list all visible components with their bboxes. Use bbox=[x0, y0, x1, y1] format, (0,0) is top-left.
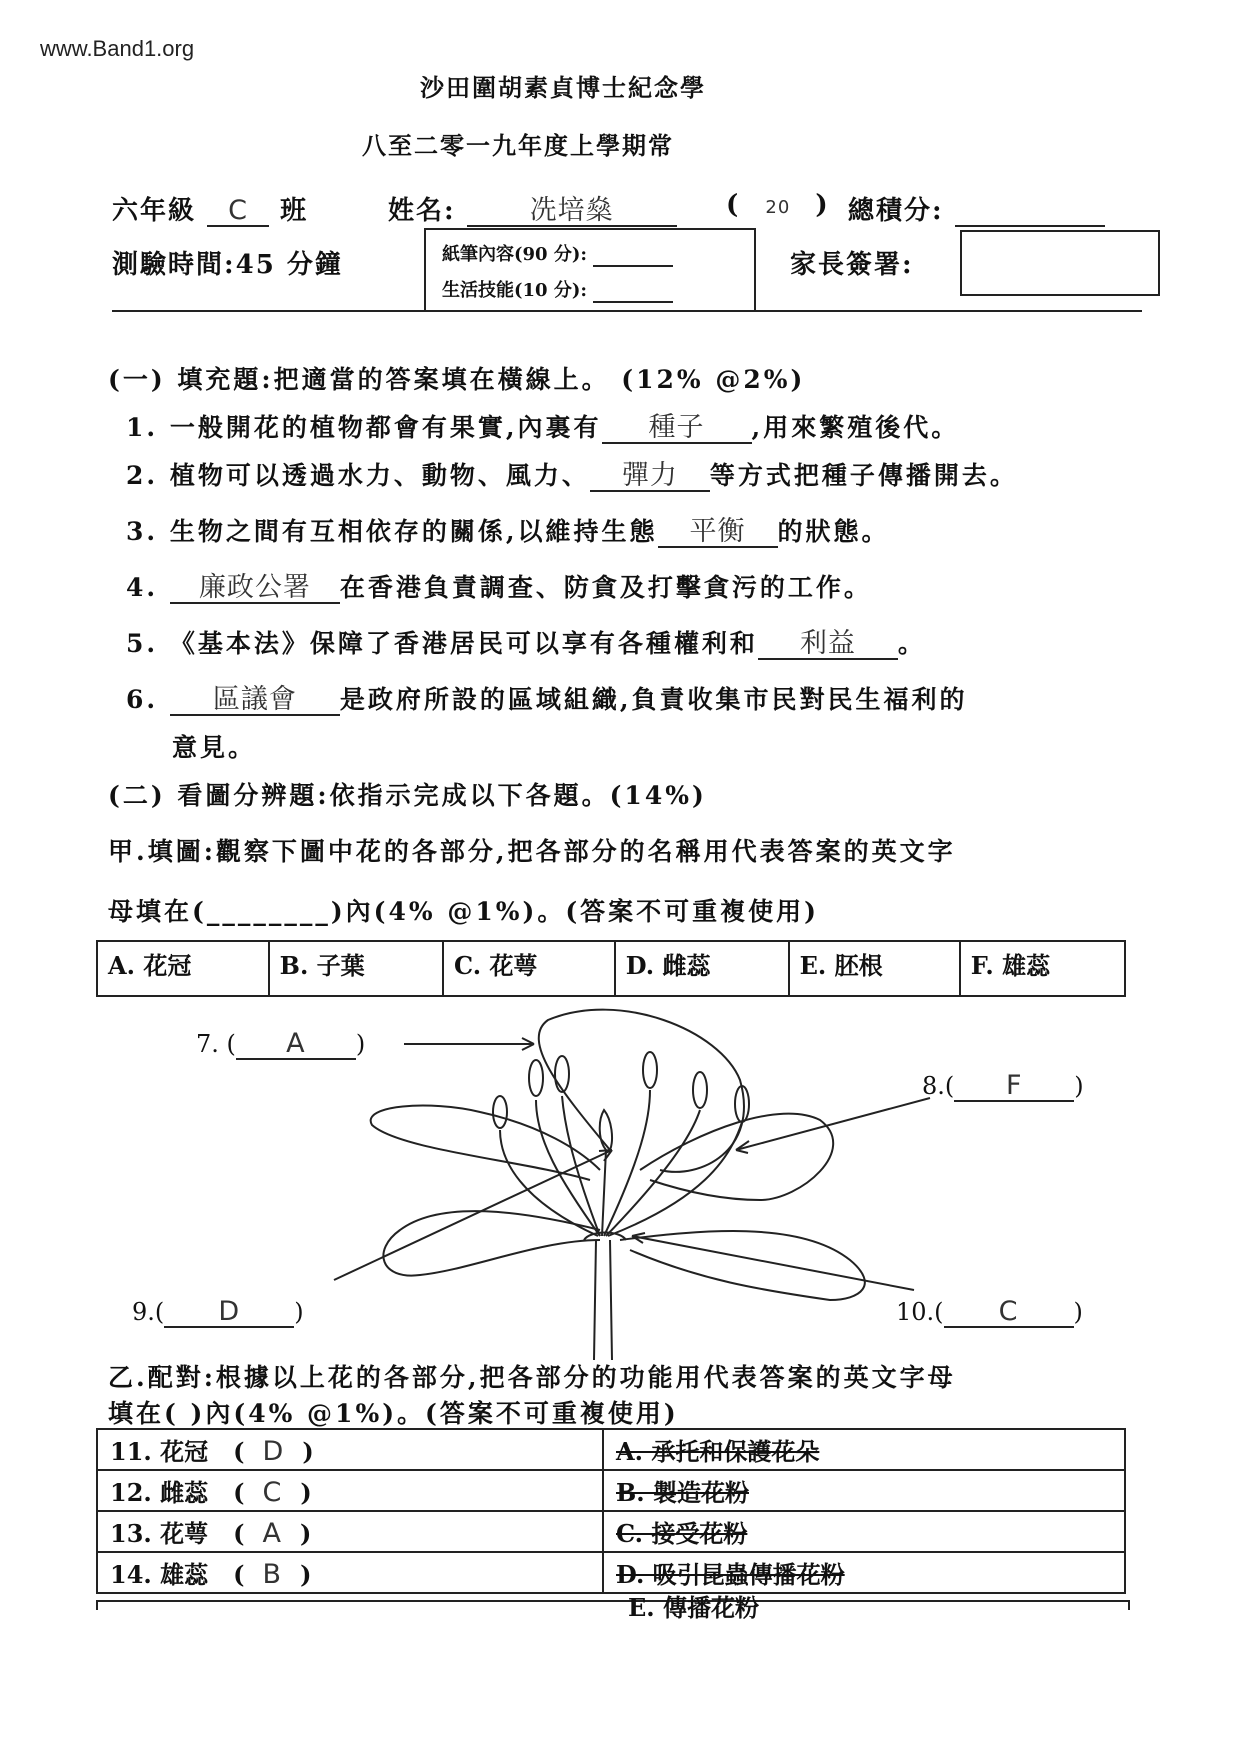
anther bbox=[555, 1056, 569, 1092]
option-c: C. 花萼 bbox=[443, 941, 615, 996]
anther bbox=[529, 1060, 543, 1096]
option-e: E. 胚根 bbox=[789, 941, 960, 996]
matching-row: 13. 花萼 ( A ) C. 接受花粉 bbox=[97, 1511, 1125, 1552]
question-5: 5. 《基本法》保障了香港居民可以享有各種權利和 利益 。 bbox=[126, 628, 926, 659]
total-score-label: 總積分: bbox=[848, 196, 944, 226]
anther bbox=[693, 1072, 707, 1108]
name-label: 姓名: bbox=[388, 196, 456, 226]
pistil bbox=[600, 1110, 612, 1236]
cut-off-option: E. 傳播花粉 bbox=[628, 1593, 760, 1622]
school-name: 沙田圍胡素貞博士紀念學 bbox=[420, 73, 706, 102]
matching-option: A. 承托和保護花朵 bbox=[616, 1437, 820, 1466]
question-2: 2. 植物可以透過水力、動物、風力、 彈力 等方式把種子傳播開去。 bbox=[126, 460, 1018, 491]
diagram-answer-10: C bbox=[944, 1298, 1074, 1328]
answer-3: 平衡 bbox=[658, 518, 778, 548]
paper-score-label: 紙筆內容(90 分): bbox=[442, 244, 587, 265]
anther bbox=[493, 1096, 507, 1128]
cut-off-row bbox=[96, 1593, 1130, 1622]
grade-label: 六年級 bbox=[112, 196, 197, 226]
option-a: A. 花冠 bbox=[97, 941, 269, 996]
parent-signature-label: 家長簽署: bbox=[790, 250, 914, 280]
source-url[interactable]: www.Band1.org bbox=[40, 36, 195, 61]
matching-answer: B bbox=[262, 1559, 283, 1590]
matching-option: D. 吸引昆蟲傳播花粉 bbox=[616, 1560, 845, 1589]
part-b-instruction-2: 填在( )內(4% @1%)。(答案不可重複使用) bbox=[108, 1399, 679, 1428]
matching-answer: A bbox=[262, 1518, 283, 1549]
part-a-instruction-1: 甲.填圖:觀察下圖中花的各部分,把各部分的名稱用代表答案的英文字 bbox=[108, 837, 956, 866]
matching-option: B. 製造花粉 bbox=[616, 1478, 749, 1507]
diagram-label-8: 8.( F ) bbox=[922, 1070, 1084, 1101]
diagram-answer-8: F bbox=[954, 1072, 1074, 1102]
diagram-label-7: 7. ( A ) bbox=[196, 1028, 366, 1059]
matching-item: 11. 花冠 bbox=[110, 1437, 209, 1466]
diagram-answer-7: A bbox=[236, 1030, 356, 1060]
option-f: F. 雄蕊 bbox=[960, 941, 1125, 996]
question-1: 1. 一般開花的植物都會有果實,內裏有 種子 ,用來繁殖後代。 bbox=[126, 412, 960, 443]
question-3: 3. 生物之間有互相依存的關係,以維持生態 平衡 的狀態。 bbox=[126, 516, 890, 547]
anther bbox=[643, 1052, 657, 1088]
section1-title: (一) 填充題:把適當的答案填在橫線上。 (12% @2%) bbox=[108, 365, 806, 394]
class-number-field: ( 20 ) bbox=[726, 190, 830, 220]
question-6-continued: 意見。 bbox=[172, 733, 257, 762]
matching-answer: C bbox=[262, 1477, 283, 1508]
class-number-value: 20 bbox=[765, 197, 791, 218]
option-d: D. 雌蕊 bbox=[615, 941, 789, 996]
matching-item: 14. 雄蕊 bbox=[110, 1560, 209, 1589]
part-a-instruction-2: 母填在(________)內(4% @1%)。(答案不可重複使用) bbox=[108, 897, 819, 926]
test-duration: 測驗時間:45 分鐘 bbox=[112, 250, 343, 280]
class-value: C bbox=[207, 197, 269, 227]
answer-2: 彈力 bbox=[590, 462, 710, 492]
answer-5: 利益 bbox=[758, 630, 898, 660]
class-label: 班 bbox=[280, 196, 309, 226]
matching-row: 14. 雄蕊 ( B ) D. 吸引昆蟲傳播花粉 bbox=[97, 1552, 1125, 1593]
arrow-9 bbox=[334, 1150, 612, 1280]
question-6: 6. 區議會 是政府所設的區域組織,負責收集市民對民生福利的 bbox=[126, 684, 968, 715]
matching-answer: D bbox=[262, 1436, 285, 1467]
part-b-instruction-1: 乙.配對:根據以上花的各部分,把各部分的功能用代表答案的英文字母 bbox=[108, 1363, 956, 1392]
answer-4: 廉政公署 bbox=[170, 574, 340, 604]
flower-stem bbox=[594, 1240, 612, 1360]
term-title: 八至二零一九年度上學期常 bbox=[362, 131, 674, 160]
matching-item: 12. 雌蕊 bbox=[110, 1478, 209, 1507]
name-value: 冼培燊 bbox=[467, 197, 677, 227]
petal-right-upper bbox=[640, 1114, 833, 1200]
section2-title: (二) 看圖分辨題:依指示完成以下各題。(14%) bbox=[108, 781, 707, 810]
matching-row: 11. 花冠 ( D ) A. 承托和保護花朵 bbox=[97, 1429, 1125, 1470]
diagram-label-9: 9.( D ) bbox=[132, 1296, 304, 1327]
option-b: B. 子葉 bbox=[269, 941, 443, 996]
answer-6: 區議會 bbox=[170, 686, 340, 716]
life-skill-score-label: 生活技能(10 分): bbox=[442, 280, 587, 301]
answer-1: 種子 bbox=[602, 414, 752, 444]
diagram-answer-9: D bbox=[164, 1298, 294, 1328]
diagram-label-10: 10.( C ) bbox=[896, 1296, 1083, 1327]
matching-option: C. 接受花粉 bbox=[616, 1519, 748, 1548]
question-4: 4. 廉政公署 在香港負責調查、防貪及打擊貪污的工作。 bbox=[126, 572, 872, 603]
matching-item: 13. 花萼 bbox=[110, 1519, 209, 1548]
matching-row: 12. 雌蕊 ( C ) B. 製造花粉 bbox=[97, 1470, 1125, 1511]
arrow-10 bbox=[632, 1236, 914, 1290]
matching-table bbox=[96, 1428, 1126, 1594]
